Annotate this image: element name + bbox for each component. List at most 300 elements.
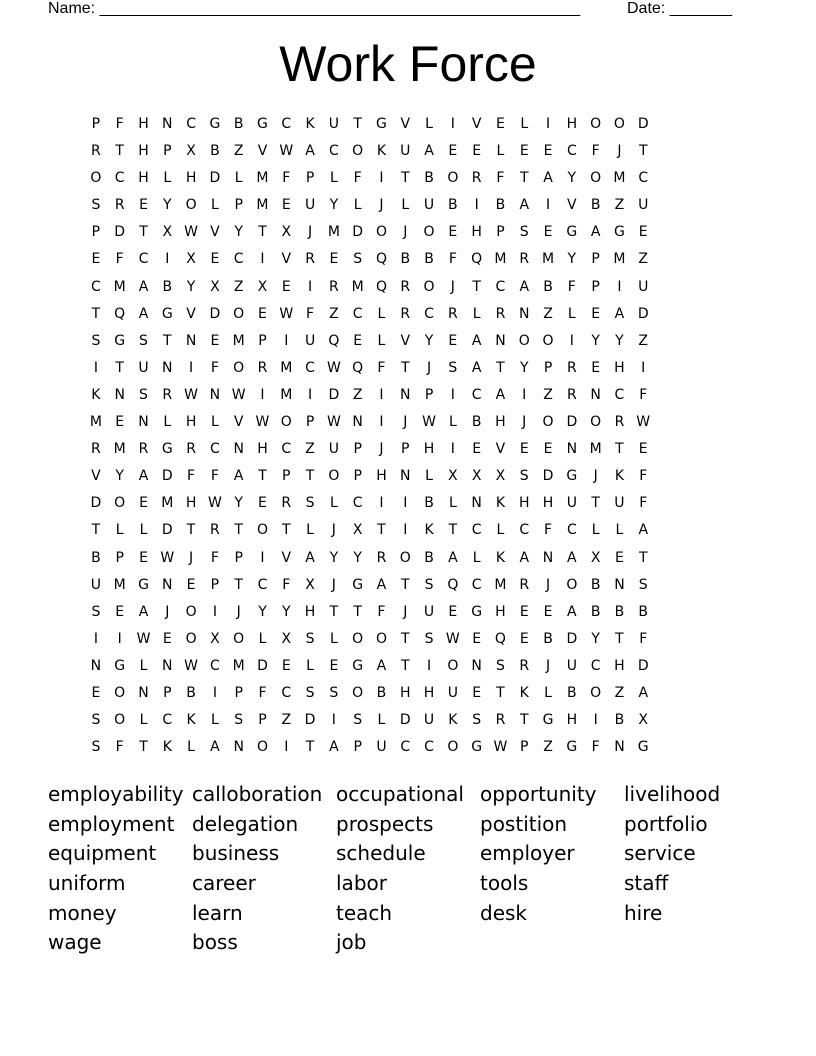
grid-cell[interactable]: F (115, 739, 124, 756)
grid-cell[interactable]: D (209, 305, 221, 322)
grid-cell[interactable]: M (494, 251, 507, 268)
grid-cell[interactable]: N (162, 359, 173, 376)
grid-cell[interactable]: J (236, 603, 241, 620)
grid-cell[interactable]: A (638, 684, 649, 701)
grid-cell[interactable]: L (258, 630, 267, 647)
grid-cell[interactable]: C (233, 251, 244, 268)
grid-cell[interactable]: E (638, 224, 648, 241)
grid-cell[interactable]: P (91, 224, 101, 241)
grid-cell[interactable]: M (232, 657, 245, 674)
grid-cell[interactable]: X (590, 549, 601, 566)
grid-cell[interactable]: I (93, 359, 98, 376)
grid-cell[interactable]: G (471, 739, 483, 756)
grid-cell[interactable]: D (90, 495, 102, 512)
grid-cell[interactable]: R (257, 359, 268, 376)
grid-cell[interactable]: I (379, 386, 384, 403)
grid-cell[interactable]: P (591, 278, 600, 295)
grid-cell[interactable]: M (613, 251, 626, 268)
grid-cell[interactable]: D (161, 468, 173, 485)
grid-cell[interactable]: G (471, 603, 483, 620)
grid-cell[interactable]: D (257, 657, 268, 674)
grid-cell[interactable]: H (257, 441, 268, 458)
grid-cell[interactable]: P (210, 576, 220, 593)
grid-cell[interactable]: R (400, 278, 411, 295)
grid-cell[interactable]: V (257, 143, 268, 160)
grid-cell[interactable]: B (590, 197, 601, 214)
grid-cell[interactable]: B (638, 603, 649, 620)
grid-cell[interactable]: H (518, 495, 530, 512)
grid-cell[interactable]: S (234, 712, 244, 729)
grid-cell[interactable]: C (305, 359, 315, 376)
grid-cell[interactable]: O (590, 170, 602, 187)
grid-cell[interactable]: E (258, 305, 267, 322)
grid-cell[interactable]: B (162, 278, 173, 295)
grid-cell[interactable]: A (138, 278, 149, 295)
grid-cell[interactable]: U (423, 603, 435, 620)
grid-cell[interactable]: O (447, 739, 459, 756)
grid-cell[interactable]: S (139, 332, 148, 349)
grid-cell[interactable]: N (138, 684, 149, 701)
grid-cell[interactable]: J (308, 224, 313, 241)
grid-cell[interactable]: X (210, 278, 220, 295)
grid-cell[interactable]: L (377, 305, 386, 322)
grid-cell[interactable]: T (258, 468, 267, 485)
grid-cell[interactable]: W (160, 549, 175, 566)
grid-cell[interactable]: H (566, 712, 578, 729)
grid-cell[interactable]: R (210, 522, 220, 539)
grid-cell[interactable]: C (614, 386, 625, 403)
grid-cell[interactable]: T (186, 522, 196, 539)
grid-cell[interactable]: K (614, 468, 625, 485)
grid-cell[interactable]: C (590, 657, 601, 674)
grid-cell[interactable]: Z (233, 278, 244, 295)
grid-cell[interactable]: A (638, 522, 649, 539)
grid-cell[interactable]: P (234, 197, 243, 214)
grid-cell[interactable]: T (615, 441, 624, 458)
grid-cell[interactable]: T (519, 712, 529, 729)
grid-cell[interactable]: N (471, 657, 482, 674)
grid-cell[interactable]: R (447, 305, 458, 322)
grid-cell[interactable]: P (115, 549, 124, 566)
grid-cell[interactable]: T (115, 143, 124, 160)
grid-cell[interactable]: L (139, 657, 148, 674)
grid-cell[interactable]: N (233, 441, 244, 458)
grid-cell[interactable]: I (617, 278, 622, 295)
grid-cell[interactable]: M (613, 170, 626, 187)
grid-cell[interactable]: I (260, 549, 265, 566)
grid-cell[interactable]: E (210, 251, 220, 268)
grid-cell[interactable]: S (91, 603, 101, 620)
grid-cell[interactable]: M (89, 414, 102, 431)
grid-cell[interactable]: Y (163, 197, 172, 214)
grid-cell[interactable]: Q (447, 576, 459, 593)
grid-cell[interactable]: T (472, 278, 481, 295)
grid-cell[interactable]: D (399, 712, 411, 729)
grid-cell[interactable]: S (139, 386, 148, 403)
grid-cell[interactable]: C (424, 739, 434, 756)
grid-cell[interactable]: I (403, 495, 408, 512)
grid-cell[interactable]: E (519, 441, 529, 458)
grid-cell[interactable]: S (638, 576, 648, 593)
grid-cell[interactable]: O (423, 224, 435, 241)
grid-cell[interactable]: M (280, 386, 293, 403)
grid-cell[interactable]: E (281, 278, 291, 295)
grid-cell[interactable]: O (447, 170, 459, 187)
grid-cell[interactable]: S (305, 684, 315, 701)
grid-cell[interactable]: X (471, 468, 482, 485)
grid-cell[interactable]: V (495, 441, 506, 458)
grid-cell[interactable]: Q (352, 359, 364, 376)
grid-cell[interactable]: F (258, 684, 267, 701)
grid-cell[interactable]: O (256, 739, 268, 756)
grid-cell[interactable]: G (209, 116, 221, 132)
grid-cell[interactable]: K (448, 712, 458, 729)
grid-cell[interactable]: F (187, 468, 196, 485)
grid-cell[interactable]: J (617, 143, 622, 160)
grid-cell[interactable]: X (281, 630, 292, 647)
grid-cell[interactable]: C (566, 143, 577, 160)
grid-cell[interactable]: T (234, 576, 243, 593)
grid-cell[interactable]: N (519, 305, 530, 322)
grid-cell[interactable]: F (282, 576, 291, 593)
grid-cell[interactable]: R (162, 386, 173, 403)
grid-cell[interactable]: A (519, 549, 530, 566)
grid-cell[interactable]: E (543, 224, 553, 241)
grid-cell[interactable]: I (379, 170, 384, 187)
grid-cell[interactable]: O (590, 116, 602, 132)
grid-cell[interactable]: T (305, 739, 315, 756)
grid-cell[interactable]: Y (591, 332, 600, 349)
grid-cell[interactable]: U (566, 495, 577, 512)
grid-cell[interactable]: I (93, 630, 98, 647)
grid-cell[interactable]: R (138, 441, 149, 458)
grid-cell[interactable]: L (496, 522, 505, 539)
grid-cell[interactable]: C (257, 576, 268, 593)
grid-cell[interactable]: I (284, 332, 289, 349)
grid-cell[interactable]: O (590, 684, 602, 701)
grid-cell[interactable]: O (114, 495, 126, 512)
grid-cell[interactable]: L (615, 522, 624, 539)
grid-cell[interactable]: M (113, 441, 126, 458)
grid-cell[interactable]: U (447, 684, 458, 701)
grid-cell[interactable]: G (376, 116, 387, 132)
grid-cell[interactable]: R (329, 278, 339, 295)
grid-cell[interactable]: W (184, 224, 198, 241)
grid-cell[interactable]: Z (543, 305, 553, 322)
grid-cell[interactable]: S (519, 468, 529, 485)
grid-cell[interactable]: C (519, 522, 530, 539)
grid-cell[interactable]: S (305, 630, 315, 647)
grid-cell[interactable]: V (186, 305, 196, 322)
grid-cell[interactable]: L (377, 712, 386, 729)
grid-cell[interactable]: F (377, 603, 386, 620)
grid-cell[interactable]: C (638, 170, 649, 187)
grid-cell[interactable]: T (448, 522, 458, 539)
grid-cell[interactable]: E (591, 305, 601, 322)
grid-cell[interactable]: U (328, 116, 339, 132)
grid-cell[interactable]: P (282, 468, 291, 485)
grid-cell[interactable]: V (471, 116, 482, 132)
grid-cell[interactable]: Y (115, 468, 124, 485)
grid-cell[interactable]: R (400, 305, 411, 322)
grid-cell[interactable]: M (256, 197, 269, 214)
grid-cell[interactable]: J (379, 197, 384, 214)
grid-cell[interactable]: P (543, 359, 553, 376)
grid-cell[interactable]: E (496, 116, 505, 132)
grid-cell[interactable]: E (162, 630, 172, 647)
grid-cell[interactable]: J (545, 657, 551, 674)
grid-cell[interactable]: C (566, 522, 577, 539)
grid-cell[interactable]: I (117, 630, 122, 647)
grid-cell[interactable]: T (519, 170, 529, 187)
grid-cell[interactable]: S (424, 630, 434, 647)
grid-cell[interactable]: E (543, 143, 553, 160)
grid-cell[interactable]: G (114, 332, 126, 349)
grid-cell[interactable]: C (209, 441, 220, 458)
grid-cell[interactable]: I (331, 712, 336, 729)
grid-cell[interactable]: F (115, 116, 124, 132)
grid-cell[interactable]: A (543, 170, 553, 187)
grid-cell[interactable]: H (423, 684, 435, 701)
grid-cell[interactable]: E (281, 197, 291, 214)
grid-cell[interactable]: O (185, 630, 197, 647)
grid-cell[interactable]: M (256, 170, 269, 187)
grid-cell[interactable]: O (375, 630, 387, 647)
grid-cell[interactable]: R (519, 251, 530, 268)
grid-cell[interactable]: A (471, 332, 482, 349)
grid-cell[interactable]: A (614, 305, 625, 322)
grid-cell[interactable]: P (163, 684, 172, 701)
grid-cell[interactable]: E (91, 251, 101, 268)
grid-cell[interactable]: A (138, 305, 149, 322)
grid-cell[interactable]: L (520, 116, 529, 132)
grid-cell[interactable]: Z (614, 197, 625, 214)
grid-cell[interactable]: A (233, 468, 244, 485)
grid-cell[interactable]: U (638, 278, 649, 295)
grid-cell[interactable]: L (544, 684, 552, 701)
grid-cell[interactable]: G (614, 224, 625, 241)
grid-cell[interactable]: L (496, 143, 505, 160)
grid-cell[interactable]: A (590, 224, 601, 241)
grid-cell[interactable]: J (403, 414, 408, 431)
grid-cell[interactable]: P (258, 332, 267, 349)
grid-cell[interactable]: E (139, 495, 148, 512)
grid-cell[interactable]: A (305, 549, 315, 566)
grid-cell[interactable]: X (638, 712, 649, 729)
grid-cell[interactable]: G (566, 224, 578, 241)
grid-cell[interactable]: F (639, 495, 648, 512)
grid-cell[interactable]: A (376, 657, 387, 674)
grid-cell[interactable]: I (212, 603, 217, 620)
grid-cell[interactable]: I (641, 359, 646, 376)
grid-cell[interactable]: D (637, 305, 649, 322)
grid-cell[interactable]: Z (543, 386, 553, 403)
grid-cell[interactable]: H (566, 116, 578, 132)
grid-cell[interactable]: N (162, 657, 173, 674)
grid-cell[interactable]: N (614, 576, 625, 593)
grid-cell[interactable]: T (91, 522, 101, 539)
grid-cell[interactable]: N (90, 657, 102, 674)
grid-cell[interactable]: C (471, 576, 482, 593)
grid-cell[interactable]: R (614, 414, 625, 431)
grid-cell[interactable]: P (258, 712, 267, 729)
grid-cell[interactable]: K (495, 549, 506, 566)
grid-cell[interactable]: N (542, 549, 554, 566)
grid-cell[interactable]: T (400, 359, 410, 376)
grid-cell[interactable]: P (91, 116, 101, 132)
grid-cell[interactable]: E (591, 359, 601, 376)
grid-cell[interactable]: P (424, 386, 434, 403)
grid-cell[interactable]: F (115, 251, 124, 268)
grid-cell[interactable]: O (375, 224, 387, 241)
grid-cell[interactable]: G (161, 305, 173, 322)
grid-cell[interactable]: K (424, 522, 434, 539)
grid-cell[interactable]: F (210, 359, 219, 376)
grid-cell[interactable]: I (593, 712, 598, 729)
grid-cell[interactable]: O (518, 332, 530, 349)
grid-cell[interactable]: M (161, 495, 174, 512)
grid-cell[interactable]: Y (567, 251, 577, 268)
grid-cell[interactable]: E (543, 441, 553, 458)
grid-cell[interactable]: I (450, 386, 455, 403)
grid-cell[interactable]: E (472, 630, 482, 647)
grid-cell[interactable]: E (210, 332, 220, 349)
grid-cell[interactable]: B (424, 251, 434, 268)
grid-cell[interactable]: N (400, 468, 411, 485)
grid-cell[interactable]: H (423, 441, 435, 458)
grid-cell[interactable]: N (138, 414, 149, 431)
grid-cell[interactable]: V (233, 414, 244, 431)
grid-cell[interactable]: J (450, 278, 455, 295)
grid-cell[interactable]: R (376, 549, 387, 566)
grid-cell[interactable]: D (566, 414, 578, 431)
grid-cell[interactable]: C (352, 305, 363, 322)
grid-cell[interactable]: L (353, 197, 362, 214)
grid-cell[interactable]: E (543, 603, 553, 620)
grid-cell[interactable]: O (280, 414, 292, 431)
grid-cell[interactable]: Y (258, 603, 267, 620)
grid-cell[interactable]: Z (614, 684, 625, 701)
grid-cell[interactable]: I (474, 197, 479, 214)
grid-cell[interactable]: E (139, 197, 148, 214)
grid-cell[interactable]: E (519, 603, 529, 620)
grid-cell[interactable]: T (163, 332, 172, 349)
grid-cell[interactable]: F (448, 251, 457, 268)
grid-cell[interactable]: B (424, 495, 434, 512)
grid-cell[interactable]: I (308, 386, 313, 403)
grid-cell[interactable]: L (448, 495, 457, 512)
grid-cell[interactable]: F (306, 305, 315, 322)
grid-cell[interactable]: R (566, 386, 577, 403)
grid-cell[interactable]: V (400, 116, 411, 132)
grid-cell[interactable]: H (304, 603, 316, 620)
grid-cell[interactable]: Q (375, 251, 387, 268)
grid-cell[interactable]: G (352, 576, 364, 593)
grid-cell[interactable]: P (234, 684, 243, 701)
grid-cell[interactable]: W (636, 414, 651, 431)
grid-cell[interactable]: K (495, 495, 506, 512)
grid-cell[interactable]: C (162, 712, 173, 729)
grid-cell[interactable]: T (591, 495, 600, 512)
grid-cell[interactable]: T (281, 522, 291, 539)
grid-cell[interactable]: R (471, 170, 482, 187)
grid-cell[interactable]: D (637, 657, 649, 674)
grid-cell[interactable]: F (496, 170, 505, 187)
grid-cell[interactable]: I (212, 684, 217, 701)
grid-cell[interactable]: N (566, 441, 578, 458)
grid-cell[interactable]: T (400, 657, 410, 674)
grid-cell[interactable]: H (399, 684, 411, 701)
grid-cell[interactable]: L (329, 630, 338, 647)
grid-cell[interactable]: O (399, 549, 411, 566)
grid-cell[interactable]: S (91, 739, 101, 756)
grid-cell[interactable]: S (91, 712, 101, 729)
grid-cell[interactable]: F (377, 359, 386, 376)
grid-cell[interactable]: S (353, 712, 363, 729)
grid-cell[interactable]: T (496, 359, 505, 376)
grid-cell[interactable]: B (424, 170, 434, 187)
grid-cell[interactable]: L (187, 739, 195, 756)
grid-cell[interactable]: F (591, 143, 600, 160)
grid-cell[interactable]: U (614, 495, 625, 512)
grid-cell[interactable]: K (376, 143, 387, 160)
grid-cell[interactable]: R (114, 197, 125, 214)
grid-cell[interactable]: L (591, 522, 600, 539)
grid-cell[interactable]: F (353, 170, 362, 187)
grid-cell[interactable]: E (186, 576, 196, 593)
grid-cell[interactable]: D (161, 522, 173, 539)
grid-cell[interactable]: C (114, 170, 125, 187)
grid-cell[interactable]: H (138, 170, 149, 187)
grid-cell[interactable]: H (185, 495, 197, 512)
grid-cell[interactable]: C (91, 278, 101, 295)
grid-cell[interactable]: R (519, 657, 530, 674)
grid-cell[interactable]: P (353, 468, 362, 485)
grid-cell[interactable]: Y (519, 359, 529, 376)
grid-cell[interactable]: E (91, 684, 101, 701)
grid-cell[interactable]: E (329, 657, 339, 674)
grid-cell[interactable]: O (613, 116, 625, 132)
grid-cell[interactable]: C (281, 116, 292, 132)
grid-cell[interactable]: O (114, 684, 126, 701)
grid-cell[interactable]: A (210, 739, 220, 756)
grid-cell[interactable]: N (185, 332, 197, 349)
grid-cell[interactable]: P (305, 170, 315, 187)
grid-cell[interactable]: H (138, 116, 149, 132)
grid-cell[interactable]: S (329, 684, 339, 701)
grid-cell[interactable]: T (377, 522, 386, 539)
grid-cell[interactable]: R (305, 251, 315, 268)
grid-cell[interactable]: B (448, 197, 458, 214)
grid-cell[interactable]: U (638, 197, 649, 214)
grid-cell[interactable]: I (379, 495, 384, 512)
grid-cell[interactable]: C (471, 386, 482, 403)
grid-cell[interactable]: V (400, 332, 411, 349)
grid-cell[interactable]: H (185, 170, 197, 187)
grid-cell[interactable]: C (424, 305, 434, 322)
grid-cell[interactable]: L (567, 305, 576, 322)
grid-cell[interactable]: K (305, 116, 315, 132)
grid-cell[interactable]: B (614, 712, 625, 729)
grid-cell[interactable]: T (139, 224, 148, 241)
grid-cell[interactable]: F (639, 630, 648, 647)
grid-cell[interactable]: Z (329, 305, 339, 322)
grid-cell[interactable]: W (326, 414, 341, 431)
grid-cell[interactable]: Q (328, 332, 340, 349)
grid-cell[interactable]: F (639, 468, 648, 485)
grid-cell[interactable]: B (91, 549, 101, 566)
grid-cell[interactable]: E (329, 251, 339, 268)
